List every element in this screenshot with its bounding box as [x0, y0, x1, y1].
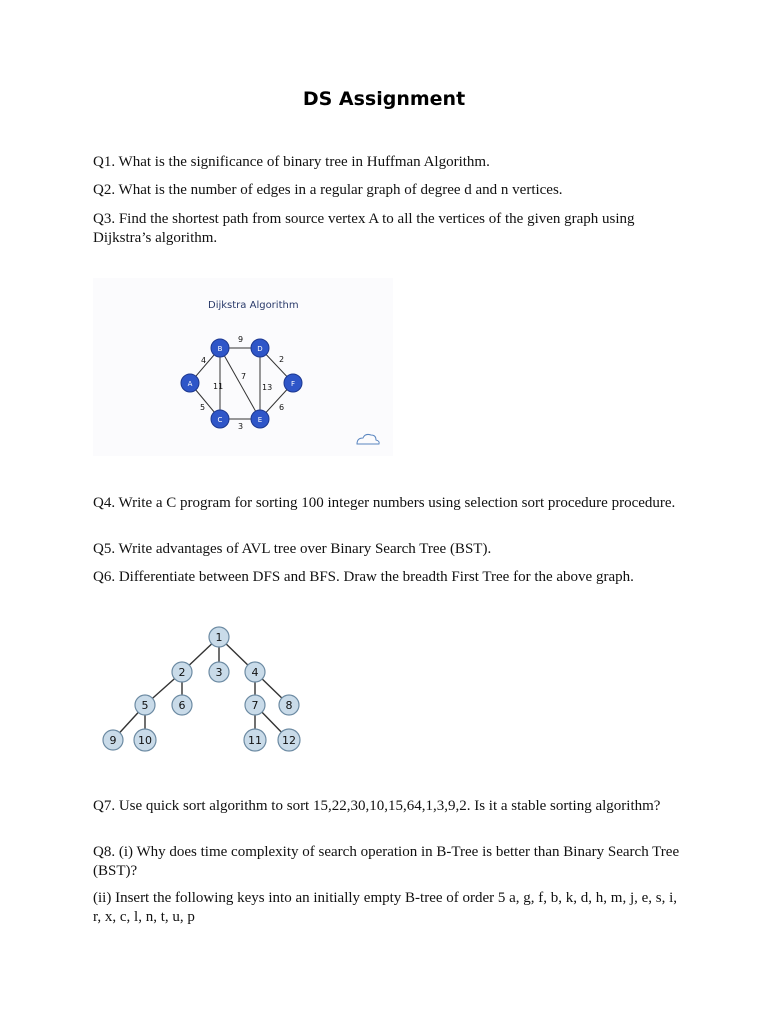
question-6: Q6. Differentiate between DFS and BFS. Draw the breadth First Tree for the above graph. — [93, 569, 634, 585]
tree-node-label: 7 — [251, 699, 259, 712]
weight-b-e: 7 — [241, 372, 247, 381]
weight-b-d: 9 — [238, 335, 244, 344]
graph-node-label: F — [290, 380, 296, 388]
graph-node-label: B — [217, 345, 223, 353]
tree-node-label: 5 — [141, 699, 149, 712]
page-title: DS Assignment — [302, 88, 466, 110]
cloud-logo-icon — [357, 434, 379, 444]
figure-heading: Dijkstra Algorithm — [208, 300, 299, 311]
question-8-part-2: (ii) Insert the following keys into an initially empty B-tree of order 5 a, g, f, b, k, d, h, m, j, e, s, i, r, x, c, l, n, t, u, p — [93, 890, 678, 925]
question-3: Q3. Find the shortest path from source vertex A to all the vertices of the given graph using Dijkstra’s algorithm. — [93, 211, 635, 246]
edge-b-e — [220, 348, 260, 419]
graph-node-label: D — [257, 345, 263, 353]
weight-e-f: 6 — [279, 403, 285, 412]
tree-node-label: 4 — [251, 666, 259, 679]
question-1: Q1. What is the significance of binary tree in Huffman Algorithm. — [93, 154, 490, 170]
question-2: Q2. What is the number of edges in a regular graph of degree d and n vertices. — [93, 182, 563, 198]
weight-d-e: 13 — [262, 383, 273, 392]
weight-b-c: 11 — [213, 382, 224, 391]
question-8: Q8. (i) Why does time complexity of search operation in B-Tree is better than Binary Search Tree (BST)? — [93, 844, 680, 879]
tree-node-label: 8 — [285, 699, 293, 712]
graph-node-label: C — [217, 416, 223, 424]
tree-node-label: 12 — [282, 734, 296, 747]
question-7: Q7. Use quick sort algorithm to sort 15,22,30,10,15,64,1,3,9,2. Is it a stable sorting algorithm? — [93, 798, 661, 814]
graph-node-label: A — [187, 380, 193, 388]
tree-node-label: 10 — [138, 734, 152, 747]
tree-node-label: 9 — [109, 734, 117, 747]
bfs-tree-figure — [93, 620, 313, 760]
dijkstra-graph-figure — [93, 278, 393, 456]
weight-c-e: 3 — [238, 422, 244, 431]
tree-node-label: 3 — [215, 666, 223, 679]
weight-a-c: 5 — [200, 403, 206, 412]
weight-a-b: 4 — [201, 356, 207, 365]
weight-d-f: 2 — [279, 355, 285, 364]
tree-node-label: 1 — [215, 631, 223, 644]
question-4: Q4. Write a C program for sorting 100 integer numbers using selection sort procedure procedure. — [93, 495, 676, 511]
tree-node-label: 2 — [178, 666, 186, 679]
tree-node-label: 6 — [178, 699, 186, 712]
graph-node-label: E — [257, 416, 263, 424]
tree-node-label: 11 — [248, 734, 262, 747]
question-5: Q5. Write advantages of AVL tree over Binary Search Tree (BST). — [93, 541, 492, 557]
